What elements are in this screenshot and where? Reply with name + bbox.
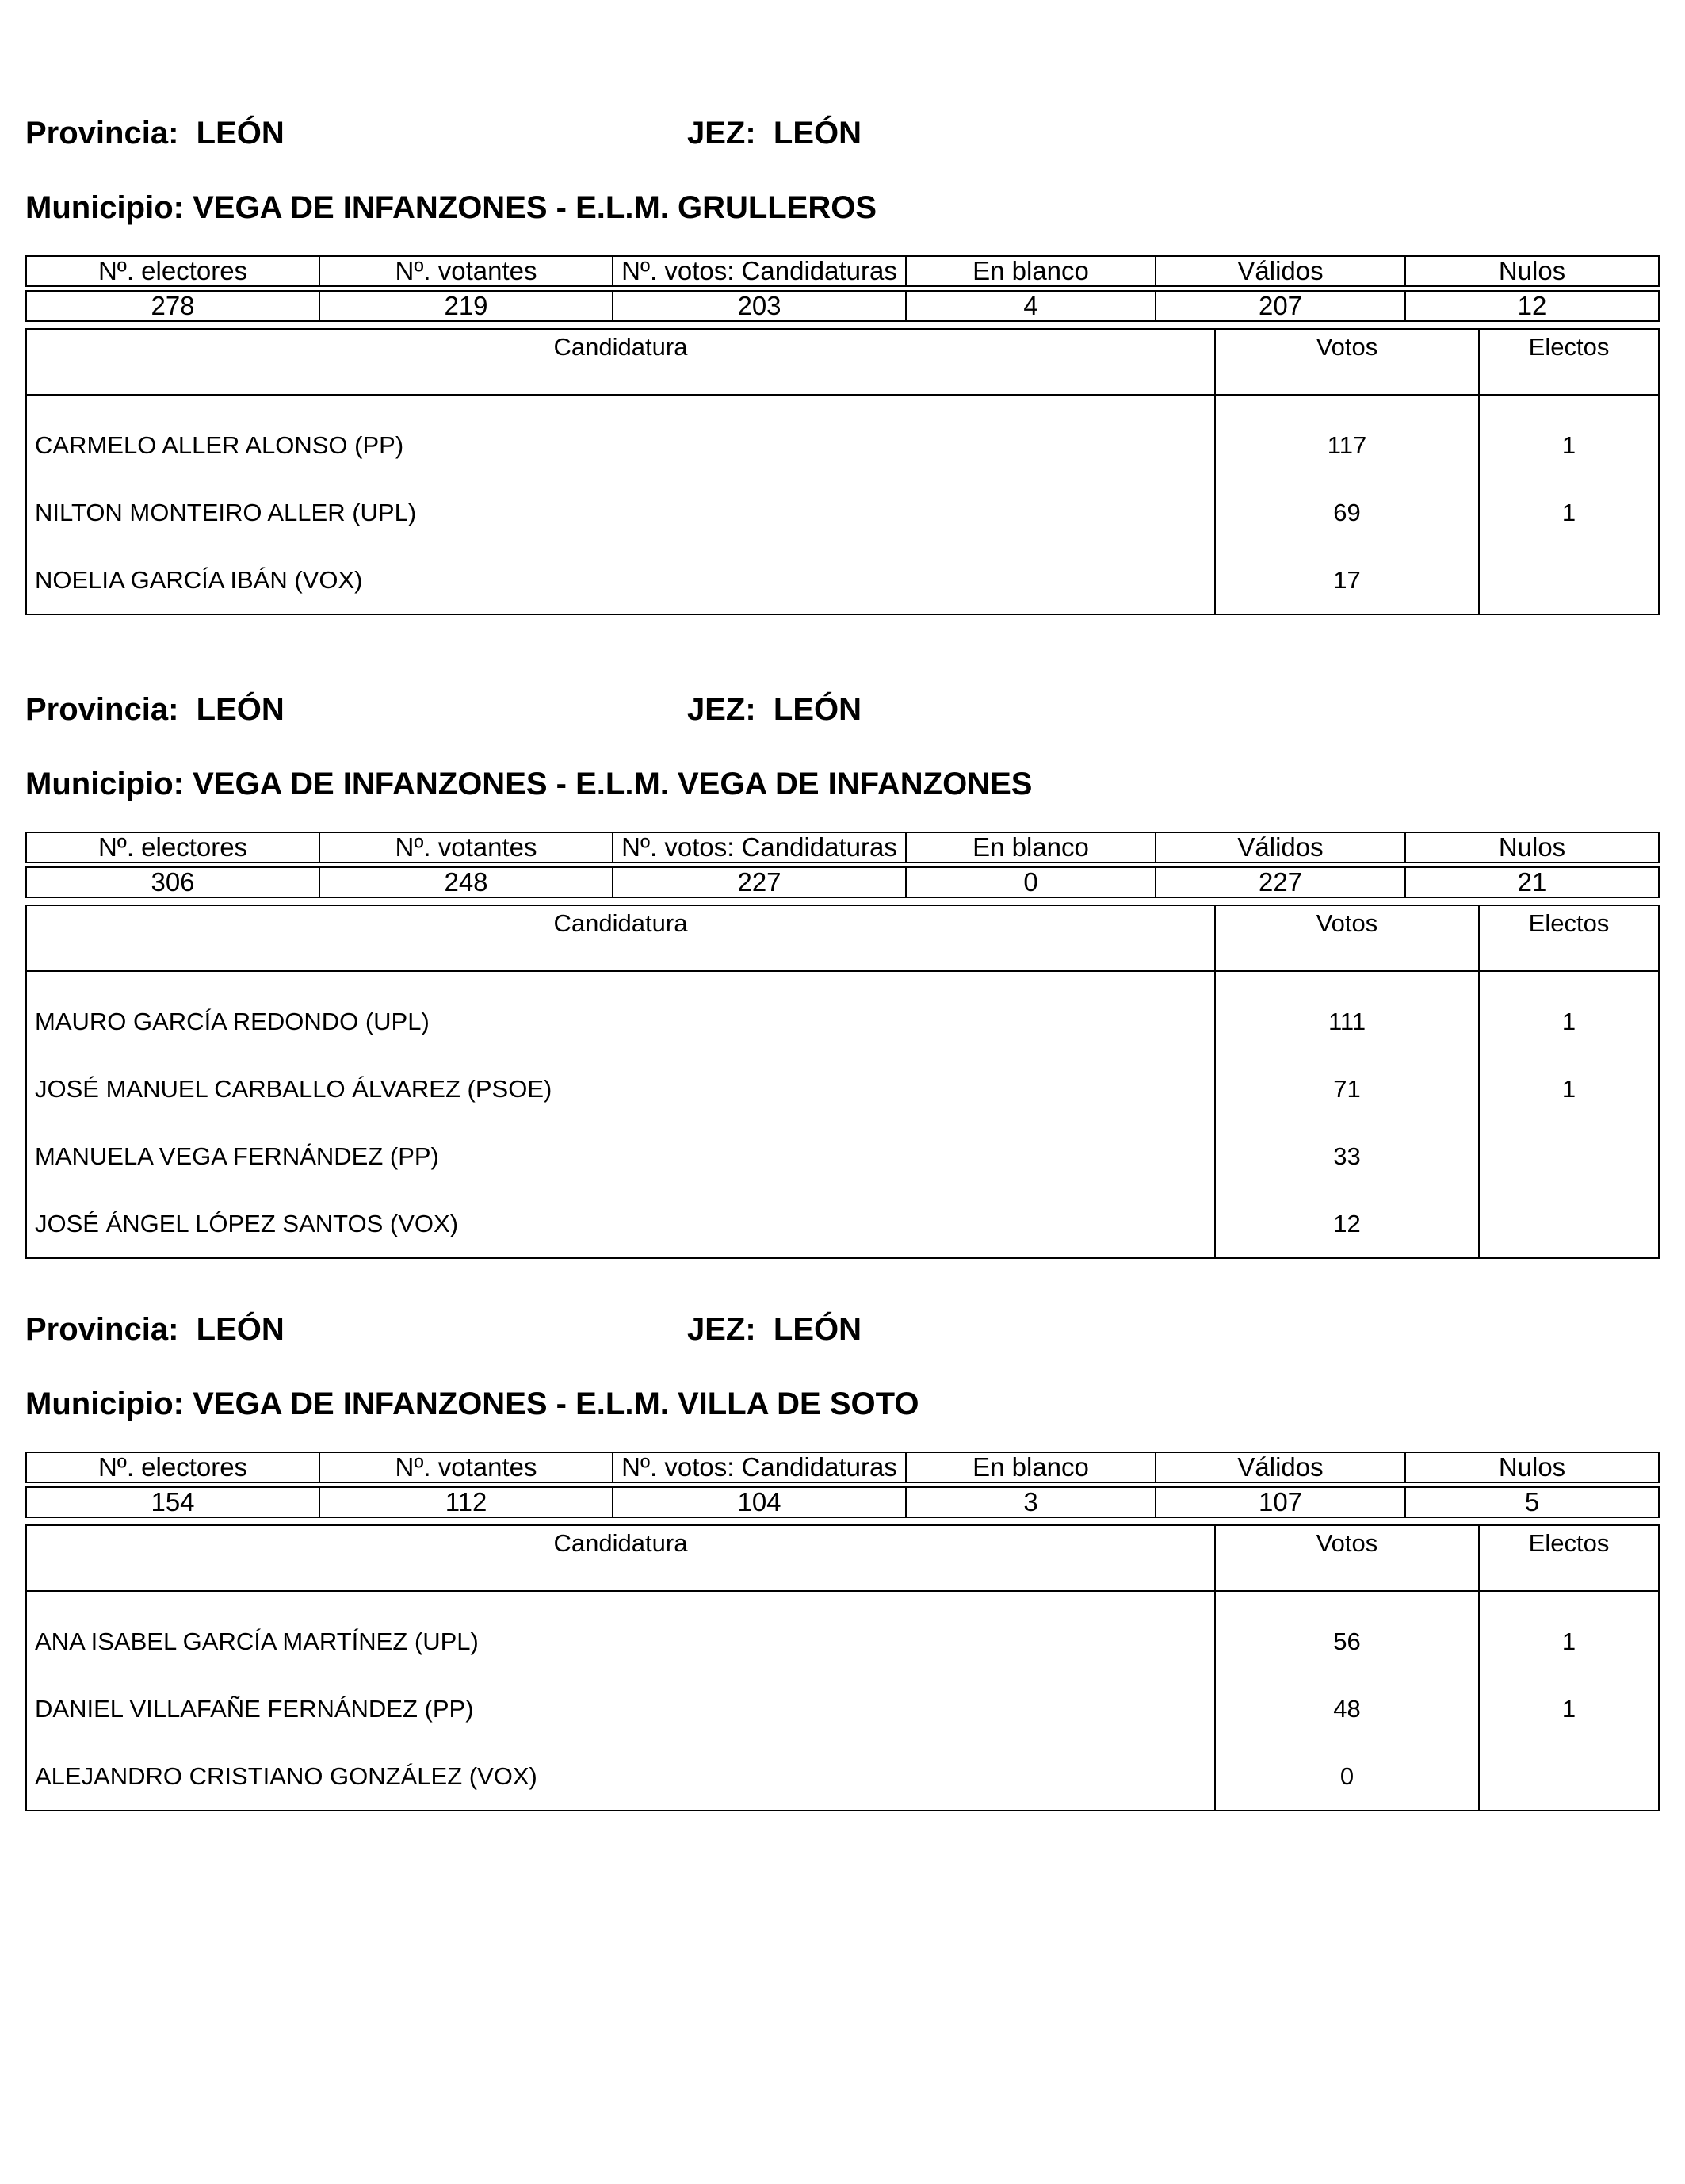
stats-header-cell: En blanco bbox=[906, 256, 1156, 286]
candidate-name: NOELIA GARCÍA IBÁN (VOX) bbox=[26, 546, 1215, 614]
jez-label: JEZ: bbox=[687, 692, 756, 727]
provincia-label: Provincia: bbox=[25, 116, 179, 151]
stats-header-cell: Nº. electores bbox=[26, 256, 319, 286]
candidate-name: ALEJANDRO CRISTIANO GONZÁLEZ (VOX) bbox=[26, 1742, 1215, 1811]
stats-header-cell: En blanco bbox=[906, 832, 1156, 863]
municipio-label: Municipio: bbox=[25, 190, 184, 225]
stats-header-cell: Nº. votantes bbox=[319, 256, 613, 286]
municipio-value: VEGA DE INFANZONES - E.L.M. GRULLEROS bbox=[193, 190, 877, 225]
candidate-row bbox=[26, 971, 1659, 1055]
candidates-header-row bbox=[26, 905, 1659, 971]
candidate-name: MANUELA VEGA FERNÁNDEZ (PP) bbox=[26, 1123, 1215, 1190]
candidate-name: CARMELO ALLER ALONSO (PP) bbox=[26, 395, 1215, 479]
candidate-votos: 117 bbox=[1215, 395, 1479, 479]
stats-header-row bbox=[26, 1452, 1659, 1482]
candidate-electos: 1 bbox=[1479, 479, 1659, 546]
jez-line bbox=[687, 114, 862, 152]
stats-header-cell: Nº. votos: Candidaturas bbox=[613, 832, 906, 863]
candidate-row bbox=[26, 1055, 1659, 1123]
jez-value: LEÓN bbox=[773, 692, 862, 727]
stats-value-cell: 112 bbox=[319, 1487, 613, 1517]
stats-value-cell: 5 bbox=[1405, 1487, 1659, 1517]
candidate-name: MAURO GARCÍA REDONDO (UPL) bbox=[26, 971, 1215, 1055]
candidates-header-cell: Electos bbox=[1479, 905, 1659, 971]
candidates-header-cell: Votos bbox=[1215, 1525, 1479, 1591]
municipio-label: Municipio: bbox=[25, 1387, 184, 1421]
candidates-header-cell: Candidatura bbox=[26, 1525, 1215, 1591]
stats-value-cell: 3 bbox=[906, 1487, 1156, 1517]
stats-header-cell: Nº. votos: Candidaturas bbox=[613, 256, 906, 286]
provincia-value: LEÓN bbox=[196, 692, 285, 727]
candidates-table bbox=[25, 905, 1660, 1259]
stats-value-cell: 104 bbox=[613, 1487, 906, 1517]
stats-table bbox=[25, 1452, 1660, 1518]
stats-value-cell: 248 bbox=[319, 867, 613, 897]
candidate-votos: 56 bbox=[1215, 1591, 1479, 1675]
stats-value-cell: 227 bbox=[613, 867, 906, 897]
candidate-row bbox=[26, 546, 1659, 614]
candidates-table bbox=[25, 328, 1660, 615]
municipio-line bbox=[25, 1385, 919, 1423]
municipio-value: VEGA DE INFANZONES - E.L.M. VILLA DE SOTO bbox=[193, 1387, 919, 1421]
candidate-name: DANIEL VILLAFAÑE FERNÁNDEZ (PP) bbox=[26, 1675, 1215, 1742]
candidates-header-row bbox=[26, 1525, 1659, 1591]
candidate-votos: 111 bbox=[1215, 971, 1479, 1055]
candidate-electos bbox=[1479, 1742, 1659, 1811]
candidate-votos: 69 bbox=[1215, 479, 1479, 546]
candidates-header-row bbox=[26, 329, 1659, 395]
jez-value: LEÓN bbox=[773, 1312, 862, 1347]
candidates-header-cell: Candidatura bbox=[26, 329, 1215, 395]
candidates-header-cell: Electos bbox=[1479, 329, 1659, 395]
jez-line bbox=[687, 1310, 862, 1348]
municipio-label: Municipio: bbox=[25, 767, 184, 801]
candidate-electos bbox=[1479, 1123, 1659, 1190]
provincia-line bbox=[25, 114, 285, 152]
stats-value-cell: 4 bbox=[906, 291, 1156, 321]
candidate-row bbox=[26, 1591, 1659, 1675]
candidate-votos: 48 bbox=[1215, 1675, 1479, 1742]
stats-value-cell: 12 bbox=[1405, 291, 1659, 321]
stats-value-cell: 21 bbox=[1405, 867, 1659, 897]
candidates-header-cell: Votos bbox=[1215, 905, 1479, 971]
stats-header-cell: Válidos bbox=[1156, 256, 1405, 286]
candidate-electos: 1 bbox=[1479, 1675, 1659, 1742]
stats-header-cell: Nº. votantes bbox=[319, 1452, 613, 1482]
stats-header-cell: Nº. votos: Candidaturas bbox=[613, 1452, 906, 1482]
stats-header-row bbox=[26, 256, 1659, 286]
candidate-votos: 12 bbox=[1215, 1190, 1479, 1258]
municipio-line bbox=[25, 189, 877, 227]
candidate-electos bbox=[1479, 1190, 1659, 1258]
stats-header-cell: Nulos bbox=[1405, 832, 1659, 863]
provincia-line bbox=[25, 690, 285, 729]
stats-header-cell: Nº. electores bbox=[26, 1452, 319, 1482]
candidate-row bbox=[26, 1742, 1659, 1811]
candidate-electos: 1 bbox=[1479, 971, 1659, 1055]
stats-header-cell: Válidos bbox=[1156, 832, 1405, 863]
candidates-header-cell: Candidatura bbox=[26, 905, 1215, 971]
candidate-electos: 1 bbox=[1479, 1591, 1659, 1675]
candidate-name: ANA ISABEL GARCÍA MARTÍNEZ (UPL) bbox=[26, 1591, 1215, 1675]
stats-value-cell: 227 bbox=[1156, 867, 1405, 897]
provincia-label: Provincia: bbox=[25, 692, 179, 727]
candidate-row bbox=[26, 395, 1659, 479]
candidate-electos: 1 bbox=[1479, 1055, 1659, 1123]
stats-header-cell: Nulos bbox=[1405, 1452, 1659, 1482]
candidate-name: JOSÉ ÁNGEL LÓPEZ SANTOS (VOX) bbox=[26, 1190, 1215, 1258]
candidate-votos: 0 bbox=[1215, 1742, 1479, 1811]
stats-header-cell: Nº. electores bbox=[26, 832, 319, 863]
stats-value-cell: 219 bbox=[319, 291, 613, 321]
candidates-header-cell: Votos bbox=[1215, 329, 1479, 395]
candidate-votos: 33 bbox=[1215, 1123, 1479, 1190]
stats-header-cell: Nulos bbox=[1405, 256, 1659, 286]
stats-value-cell: 278 bbox=[26, 291, 319, 321]
jez-label: JEZ: bbox=[687, 1312, 756, 1347]
stats-value-cell: 207 bbox=[1156, 291, 1405, 321]
municipio-line bbox=[25, 765, 1032, 803]
jez-line bbox=[687, 690, 862, 729]
provincia-line bbox=[25, 1310, 285, 1348]
candidate-votos: 71 bbox=[1215, 1055, 1479, 1123]
jez-value: LEÓN bbox=[773, 116, 862, 151]
stats-header-row bbox=[26, 832, 1659, 863]
stats-value-row bbox=[26, 1487, 1659, 1517]
stats-value-cell: 203 bbox=[613, 291, 906, 321]
stats-value-cell: 0 bbox=[906, 867, 1156, 897]
candidate-name: JOSÉ MANUEL CARBALLO ÁLVAREZ (PSOE) bbox=[26, 1055, 1215, 1123]
provincia-value: LEÓN bbox=[196, 116, 285, 151]
stats-value-cell: 154 bbox=[26, 1487, 319, 1517]
stats-table bbox=[25, 255, 1660, 322]
candidates-table bbox=[25, 1524, 1660, 1811]
municipio-value: VEGA DE INFANZONES - E.L.M. VEGA DE INFANZONES bbox=[193, 767, 1033, 801]
provincia-value: LEÓN bbox=[196, 1312, 285, 1347]
stats-value-row bbox=[26, 867, 1659, 897]
stats-value-cell: 107 bbox=[1156, 1487, 1405, 1517]
stats-header-cell: En blanco bbox=[906, 1452, 1156, 1482]
stats-value-row bbox=[26, 291, 1659, 321]
candidate-row bbox=[26, 1675, 1659, 1742]
candidate-electos bbox=[1479, 546, 1659, 614]
stats-header-cell: Válidos bbox=[1156, 1452, 1405, 1482]
candidate-votos: 17 bbox=[1215, 546, 1479, 614]
jez-label: JEZ: bbox=[687, 116, 756, 151]
candidate-electos: 1 bbox=[1479, 395, 1659, 479]
provincia-label: Provincia: bbox=[25, 1312, 179, 1347]
candidate-name: NILTON MONTEIRO ALLER (UPL) bbox=[26, 479, 1215, 546]
candidate-row bbox=[26, 1123, 1659, 1190]
stats-header-cell: Nº. votantes bbox=[319, 832, 613, 863]
candidate-row bbox=[26, 479, 1659, 546]
candidates-header-cell: Electos bbox=[1479, 1525, 1659, 1591]
stats-value-cell: 306 bbox=[26, 867, 319, 897]
stats-table bbox=[25, 832, 1660, 898]
candidate-row bbox=[26, 1190, 1659, 1258]
